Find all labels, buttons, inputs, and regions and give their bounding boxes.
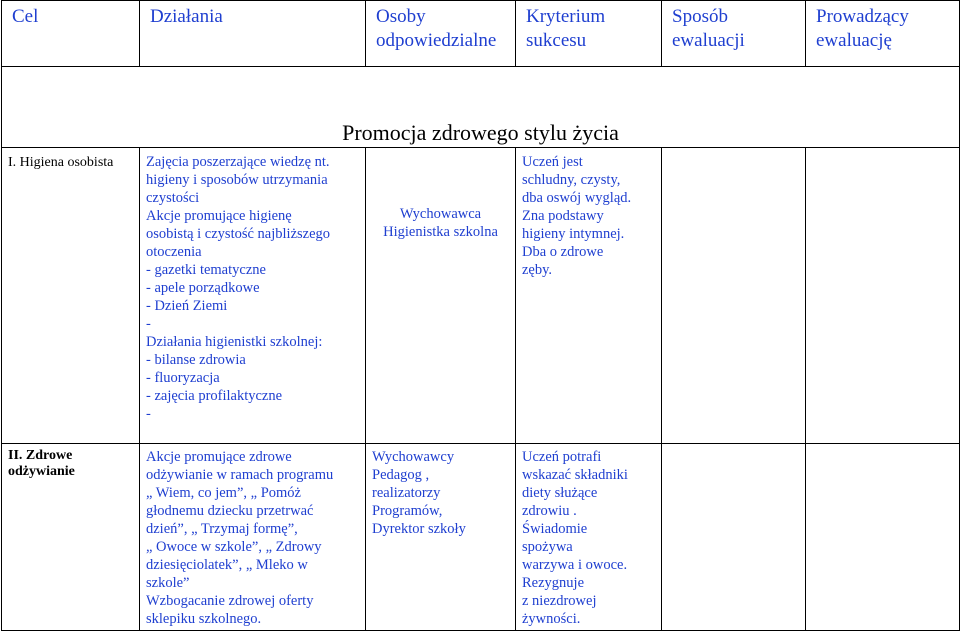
responsible-cell — [366, 148, 516, 444]
text-line: Działania higienistki szkolnej: — [146, 334, 323, 350]
evaluation-method-cell — [662, 444, 806, 631]
text-line: Zna podstawy — [522, 208, 604, 224]
responsible-list — [366, 205, 515, 241]
text-line: Akcje promujące zdrowe — [146, 449, 292, 465]
text-line: schludny, czysty, — [522, 172, 621, 188]
header-row — [2, 1, 960, 67]
text-line: realizatorzy — [372, 485, 441, 501]
table-row — [2, 148, 960, 444]
text-line: głodnemu dziecku przetrwać — [146, 503, 314, 519]
text-line: Akcje promujące higienę — [146, 208, 292, 224]
text-line: higieny intymnej. — [522, 226, 625, 242]
text-line: Wychowawca — [399, 206, 482, 222]
criteria-cell — [516, 444, 662, 631]
text-line: - fluoryzacja — [146, 370, 220, 386]
text-line: zdrowiu . — [522, 503, 577, 519]
text-line: - gazetki tematyczne — [146, 262, 266, 278]
header-cel: Cel — [2, 1, 140, 67]
text-line: - bilanse zdrowia — [146, 352, 246, 368]
goal-cell — [2, 444, 140, 631]
text-line: osobistą i czystość najbliższego — [146, 226, 331, 242]
actions-cell — [140, 148, 366, 444]
header-osoby: Osoby odpowiedzialne — [366, 1, 516, 67]
text-line: Higienistka szkolna — [383, 224, 498, 240]
responsible-list — [372, 448, 515, 538]
responsible-cell — [366, 444, 516, 631]
band-title-cell — [2, 67, 960, 148]
text-line: Pedagog , — [372, 467, 430, 483]
text-line: Dba o zdrowe — [522, 244, 604, 260]
text-line: zęby. — [522, 262, 553, 278]
actions-list — [146, 448, 365, 628]
band-title: Promocja zdrowego stylu życia — [342, 120, 619, 145]
text-line: diety służące — [522, 485, 598, 501]
text-line: żywności. — [522, 611, 581, 627]
text-line: wskazać składniki — [522, 467, 628, 483]
criteria-list — [522, 153, 661, 279]
text-line: dba oswój wygląd. — [522, 190, 632, 206]
text-line: warzywa i owoce. — [522, 557, 628, 573]
text-line: dziesięciolatek”, „ Mleko w — [146, 557, 308, 573]
text-line: Wychowawcy — [372, 449, 455, 465]
table-row — [2, 444, 960, 631]
text-line: Rezygnuje — [522, 575, 585, 591]
header-dzialania: Działania — [140, 1, 366, 67]
criteria-cell — [516, 148, 662, 444]
band-row — [2, 67, 960, 148]
text-line: spożywa — [522, 539, 573, 555]
text-line: higieny i sposobów utrzymania — [146, 172, 328, 188]
actions-list — [146, 153, 365, 423]
goal-cell — [2, 148, 140, 444]
text-line: sklepiku szkolnego. — [146, 611, 262, 627]
plan-table — [1, 0, 960, 631]
text-line: Wzbogacanie zdrowej oferty — [146, 593, 314, 609]
goal-label: II. Zdrowe — [8, 448, 73, 463]
goal-label: I. Higiena osobista — [8, 155, 114, 170]
text-line: Zajęcia poszerzające wiedzę nt. — [146, 154, 330, 170]
header-prowadzacy: Prowadzący ewaluację — [806, 1, 960, 67]
header-kryterium: Kryterium sukcesu — [516, 1, 662, 67]
text-line: „ Owoce w szkole”, „ Zdrowy — [146, 539, 322, 555]
text-line: - apele porządkowe — [146, 280, 260, 296]
goal-label: odżywianie — [8, 464, 75, 479]
text-line: Dyrektor szkoły — [372, 521, 466, 537]
evaluation-method-cell — [662, 148, 806, 444]
text-line: odżywianie w ramach programu — [146, 467, 334, 483]
text-line: Świadomie — [522, 521, 588, 537]
text-line: - zajęcia profilaktyczne — [146, 388, 283, 404]
text-line: dzień”, „ Trzymaj formę”, — [146, 521, 298, 537]
text-line: - — [146, 316, 151, 332]
text-line: „ Wiem, co jem”, „ Pomóż — [146, 485, 301, 501]
actions-cell — [140, 444, 366, 631]
text-line: - — [146, 406, 151, 422]
text-line: czystości — [146, 190, 200, 206]
evaluator-cell — [806, 148, 960, 444]
text-line: z niezdrowej — [522, 593, 597, 609]
text-line: - Dzień Ziemi — [146, 298, 228, 314]
text-line: otoczenia — [146, 244, 202, 260]
header-sposob: Sposób ewaluacji — [662, 1, 806, 67]
text-line: Uczeń jest — [522, 154, 583, 170]
evaluator-cell — [806, 444, 960, 631]
text-line: Programów, — [372, 503, 443, 519]
criteria-list — [522, 448, 661, 628]
text-line: szkole” — [146, 575, 190, 591]
text-line: Uczeń potrafi — [522, 449, 602, 465]
